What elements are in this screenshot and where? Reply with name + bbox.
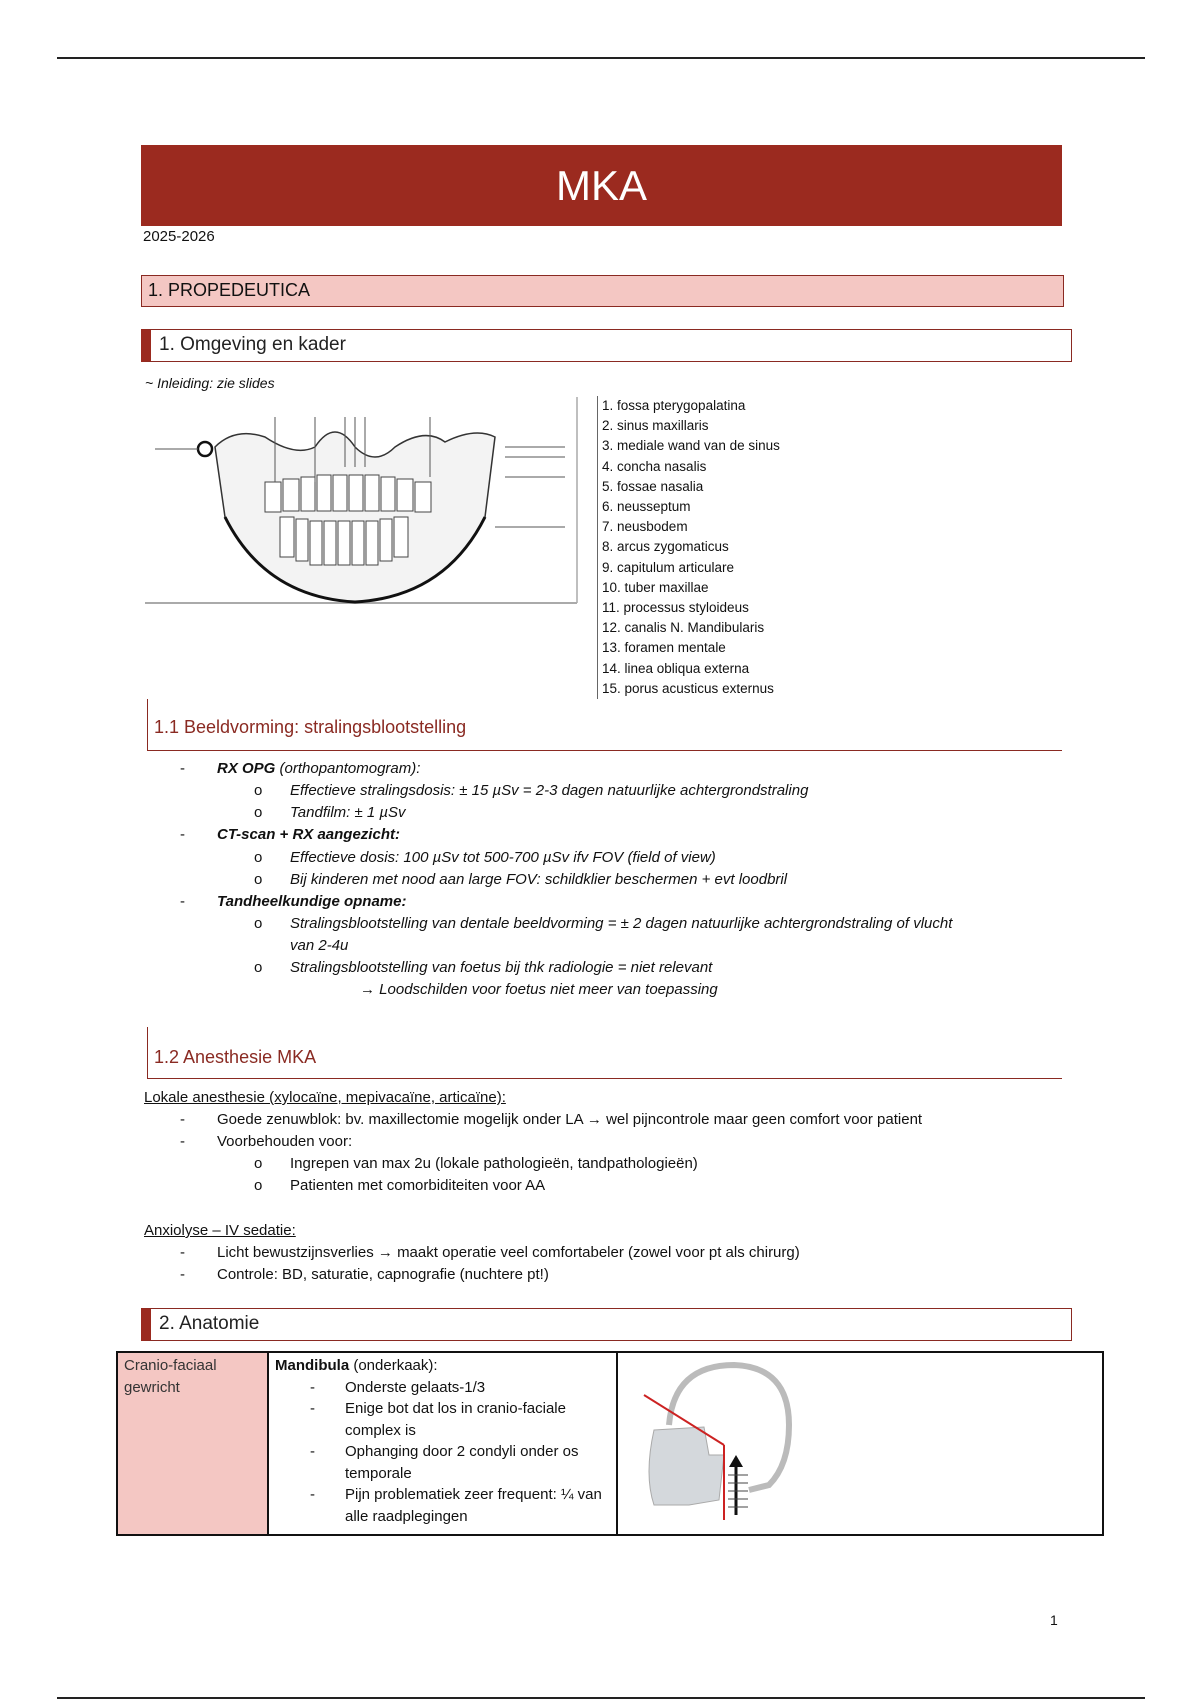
sub-bullet: Ingrepen van max 2u (lokale pathologieën, tandpathologieën) (290, 1155, 698, 1172)
legend-item: 10. tuber maxillae (602, 579, 709, 595)
header-rule (57, 57, 1145, 59)
bullet: Voorbehouden voor: (217, 1133, 353, 1150)
row-label: Cranio-faciaal gewricht (117, 1352, 268, 1535)
list-item: Onderste gelaats-1/3 (345, 1378, 486, 1396)
legend-item: 8. arcus zygomaticus (602, 539, 729, 555)
legend-item: 12. canalis N. Mandibularis (602, 620, 765, 636)
opg-diagram (145, 397, 579, 605)
list-item: Pijn problematiek zeer frequent: ¼ van alle raadplegingen (345, 1486, 602, 1525)
sub-bullet: Bij kinderen met nood aan large FOV: schildklier beschermen + evt loodbril (290, 871, 788, 888)
chapter-label: PROPEDEUTICA (168, 280, 311, 300)
bullet: Goede zenuwblok: bv. maxillectomie mogelijk onder LA → wel pijncontrole maar geen comfort voor patient (217, 1111, 923, 1128)
skull-image-cell (617, 1352, 1103, 1535)
legend-item: 4. concha nasalis (602, 458, 707, 474)
legend-item: 15. porus acusticus externus (602, 680, 774, 696)
bullet: Licht bewustzijnsverlies → maakt operatie veel comfortabeler (zowel voor pt als chirurg) (217, 1244, 800, 1261)
sub-bullet: Effectieve stralingsdosis: ± 15 µSv = 2-3 dagen natuurlijke achtergrondstraling (290, 782, 809, 799)
legend-item: 3. mediale wand van de sinus (602, 438, 780, 454)
bullet-tandheelkundige-opname: Tandheelkundige opname: (217, 893, 407, 910)
bullet-rx-opg: RX OPG (orthopantomogram): (217, 760, 421, 777)
footer-rule (57, 1697, 1145, 1699)
anatomy-legend (597, 396, 780, 699)
chapter-heading (141, 275, 1064, 307)
anatomy-table (116, 1351, 1104, 1536)
sub-bullet: Tandfilm: ± 1 µSv (290, 804, 406, 821)
lokale-anesthesie-title: Lokale anesthesie (xylocaïne, mepivacaïne, articaïne): (144, 1089, 506, 1106)
bullet-ct-scan: CT-scan + RX aangezicht: (217, 826, 400, 843)
legend-item: 2. sinus maxillaris (602, 418, 709, 434)
intro-note: ~ Inleiding: zie slides (145, 375, 275, 391)
legend-item: 6. neusseptum (602, 499, 691, 515)
section-heading-omgeving: 1. Omgeving en kader (141, 329, 1072, 362)
sub-bullet-continuation: van 2-4u (290, 937, 349, 954)
table-row (117, 1352, 1103, 1535)
anxiolyse-title: Anxiolyse – IV sedatie: (144, 1222, 296, 1239)
sub-bullet: Patienten met comorbiditeiten voor AA (290, 1177, 546, 1194)
sub-bullet: Stralingsblootstelling van foetus bij thk radiologie = niet relevant (290, 959, 713, 976)
document-title: MKA (141, 145, 1062, 226)
legend-item: 11. processus styloideus (602, 600, 749, 616)
legend-item: 9. capitulum articulare (602, 559, 735, 575)
legend-item: 14. linea obliqua externa (602, 660, 750, 676)
academic-year: 2025-2026 (143, 228, 215, 245)
sub-bullet: Stralingsblootstelling van dentale beeldvorming = ± 2 dagen natuurlijke achtergrondstraling of vlucht (290, 915, 953, 932)
legend-item: 5. fossae nasalia (602, 478, 704, 494)
section-heading-anatomie: 2. Anatomie (141, 1308, 1072, 1341)
list-item: Ophanging door 2 condyli onder os temporale (345, 1443, 579, 1482)
sub-bullet: Effectieve dosis: 100 µSv tot 500-700 µSv ifv FOV (field of view) (290, 849, 716, 866)
chapter-number: 1. (148, 280, 164, 300)
legend-item: 7. neusbodem (602, 519, 688, 535)
list-item: Enige bot dat los in cranio-faciale complex is (345, 1400, 566, 1439)
conclusion-arrow-line: → Loodschilden voor foetus niet meer van toepassing (360, 981, 718, 998)
mandibula-cell: Mandibula (onderkaak): - Onderste gelaats-1/3 - Enige bot dat los in cranio-faciale complex is - Ophanging door 2 condyli onder os temporale - Pijn problematiek zeer frequent: ¼ van alle raadplegingen (268, 1352, 617, 1535)
skull-diagram (624, 1355, 824, 1525)
legend-item: 13. foramen mentale (602, 640, 726, 656)
legend-item: 1. fossa pterygopalatina (602, 398, 746, 413)
page-number: 1 (1050, 1612, 1058, 1628)
bullet: Controle: BD, saturatie, capnografie (nuchtere pt!) (217, 1266, 549, 1283)
subsection-heading-anesthesie: 1.2 Anesthesie MKA (147, 1027, 1062, 1079)
subsection-heading-beeldvorming: 1.1 Beeldvorming: stralingsblootstelling (147, 699, 1062, 751)
